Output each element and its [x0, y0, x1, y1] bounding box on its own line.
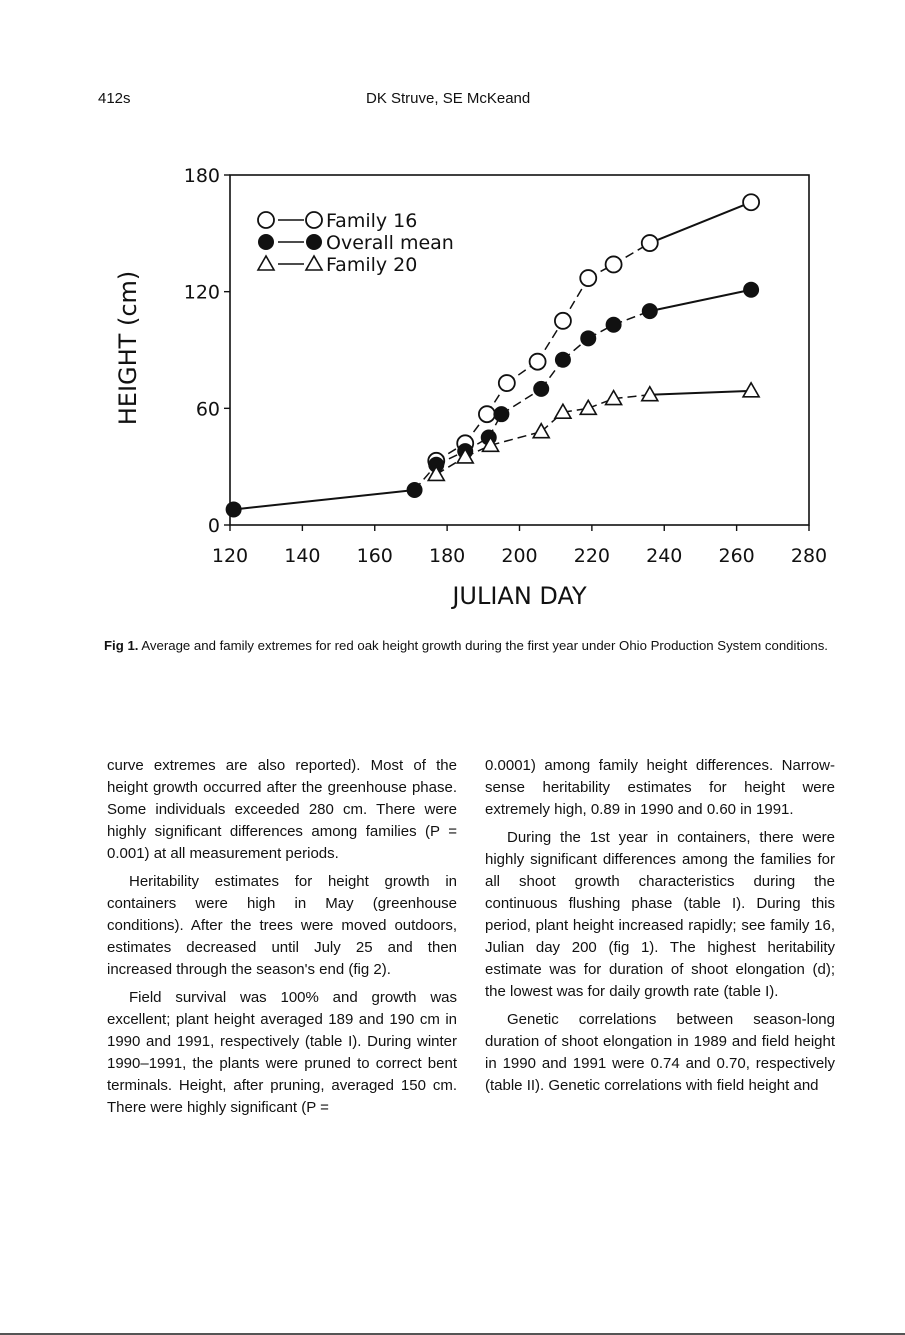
open-circle-marker [306, 212, 322, 228]
filled-circle-marker [407, 482, 423, 498]
open-circle-marker [606, 256, 622, 272]
figure-caption [104, 637, 832, 654]
open-triangle-marker [306, 256, 322, 270]
paragraph: 0.0001) among family height differences. Narrow-sense heritability estimates for height were extremely high, 0.89 in 1990 and 0.60 in 1991. [485, 757, 835, 818]
chart-axes [114, 165, 827, 610]
filled-circle-marker [580, 330, 596, 346]
series-family-20 [428, 383, 759, 481]
y-tick-label: 0 [207, 515, 220, 537]
filled-circle-marker [743, 282, 759, 298]
open-triangle-marker [743, 383, 759, 397]
chart-series [226, 194, 759, 517]
body-column-left [107, 755, 457, 1125]
open-triangle-marker [258, 256, 274, 270]
paragraph: curve extremes are also reported). Most of the height growth occurred after the greenhouse phase. Some individuals exceeded 280 cm. There were highly significant differences among families (P = 0.001) at all measurement periods. [107, 757, 457, 862]
series-line [234, 490, 415, 509]
chart-legend [258, 210, 454, 276]
series-line [650, 290, 751, 311]
open-circle-marker [479, 406, 495, 422]
open-triangle-marker [580, 400, 596, 414]
open-circle-marker [642, 235, 658, 251]
filled-circle-marker [226, 501, 242, 517]
x-tick-label: 180 [428, 545, 466, 567]
line-chart [0, 150, 905, 620]
series-family-16 [428, 194, 759, 469]
x-tick-label: 160 [356, 545, 393, 567]
paragraph: Field survival was 100% and growth was excellent; plant height averaged 189 and 190 cm in 1990 and 1991, respectively (table I). During winter 1990–1991, the plants were pruned to correct bent terminals. Height, after pruning, averaged 150 cm. There were highly significant (P = [107, 989, 457, 1116]
y-axis-label: HEIGHT (cm) [114, 270, 142, 426]
series-line [491, 432, 542, 446]
x-axis-label: JULIAN DAY [452, 582, 587, 610]
paragraph: During the 1st year in containers, there were highly significant differences among the families for all shoot growth characteristics during the continuous flushing phase (table I). During this period, plant height increased rapidly; see family 16, Julian day 200 (fig 1). The highest heritability estimate was for duration of shoot elongation (d); the lowest was for daily growth rate (table I). [485, 829, 835, 1000]
series-overall-mean [226, 282, 759, 518]
legend-label: Overall mean [326, 232, 454, 254]
legend-label: Family 16 [326, 210, 418, 232]
open-circle-marker [499, 375, 515, 391]
x-tick-label: 280 [790, 545, 828, 567]
body-column-right [485, 755, 835, 1103]
filled-circle-marker [606, 317, 622, 333]
running-head-authors: DK Struve, SE McKeand [366, 90, 531, 107]
x-tick-label: 260 [718, 545, 755, 567]
open-circle-marker [555, 313, 571, 329]
series-line [650, 391, 751, 395]
running-head [0, 90, 905, 110]
figure-caption-label: Fig 1. [104, 638, 139, 653]
filled-circle-marker [258, 234, 274, 250]
x-tick-label: 240 [646, 545, 683, 567]
x-tick-label: 120 [211, 545, 249, 567]
open-circle-marker [580, 270, 596, 286]
paragraph: Genetic correlations between season-long duration of shoot elongation in 1989 and field height in 1990 and 1991 were 0.74 and 0.70, respectively (table II). Genetic correlations with field height and [485, 1011, 835, 1094]
y-tick-label: 180 [183, 165, 220, 187]
page-number: 412s [98, 90, 131, 107]
open-circle-marker [743, 194, 759, 210]
filled-circle-marker [555, 352, 571, 368]
figure-1-chart [0, 150, 905, 620]
filled-circle-marker [493, 406, 509, 422]
y-tick-label: 120 [183, 281, 220, 304]
x-tick-label: 140 [284, 545, 321, 567]
filled-circle-marker [642, 303, 658, 319]
filled-circle-marker [306, 234, 322, 250]
filled-circle-marker [533, 381, 549, 397]
series-line [650, 202, 751, 243]
paragraph: Heritability estimates for height growth in containers were high in May (greenhouse conditions). After the trees were moved outdoors, estimates decreased until July 25 and then increased through the season's end (fig 2). [107, 873, 457, 978]
figure-caption-text: Average and family extremes for red oak height growth during the first year under Ohio Production System conditions. [138, 638, 828, 653]
x-tick-label: 200 [501, 545, 538, 567]
y-tick-label: 60 [195, 398, 220, 421]
open-circle-marker [530, 354, 546, 370]
legend-label: Family 20 [326, 254, 418, 276]
x-tick-label: 220 [573, 545, 611, 567]
open-circle-marker [258, 212, 274, 228]
